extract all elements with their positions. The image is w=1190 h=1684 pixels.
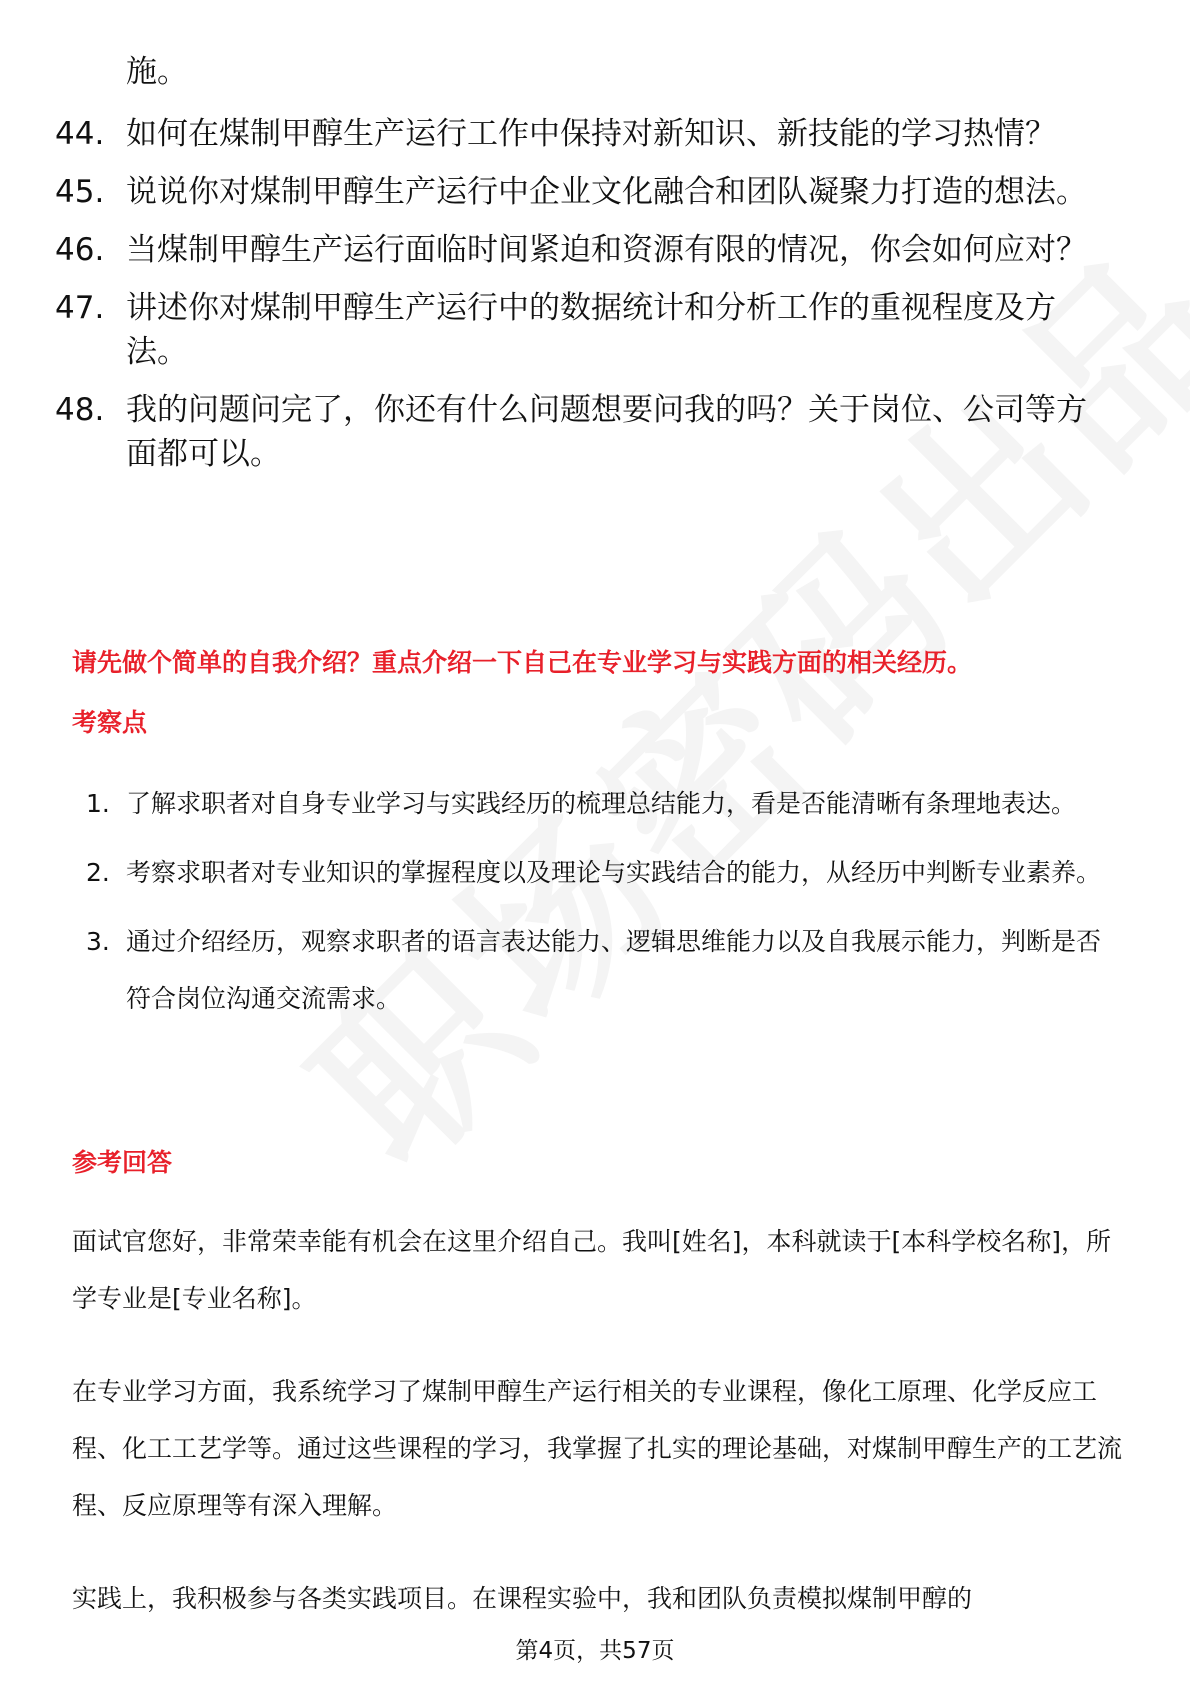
question-number: 46. bbox=[55, 232, 105, 268]
section-question-heading: 请先做个简单的自我介绍？重点介绍一下自己在专业学习与实践方面的相关经历。 bbox=[72, 648, 973, 677]
question-text: 我的问题问完了，你还有什么问题想要问我的吗？关于岗位、公司等方面都可以。 bbox=[126, 392, 1087, 472]
question-number: 44. bbox=[55, 116, 105, 152]
assessment-points-list bbox=[0, 775, 1190, 1039]
answer-paragraph: 在专业学习方面，我系统学习了煤制甲醇生产运行相关的专业课程，像化工原理、化学反应工程、化工工艺学等。通过这些课程的学习，我掌握了扎实的理论基础，对煤制甲醇生产的工艺流程、反应原理等有深入理解。 bbox=[72, 1377, 1123, 1520]
answer-paragraph: 面试官您好，非常荣幸能有机会在这里介绍自己。我叫[姓名]，本科就读于[本科学校名称]，所学专业是[专业名称]。 bbox=[72, 1227, 1112, 1313]
point-number: 1. bbox=[86, 789, 110, 818]
list-item bbox=[0, 388, 1190, 476]
list-item bbox=[0, 228, 1190, 272]
list-item bbox=[0, 112, 1190, 156]
point-number: 2. bbox=[86, 858, 110, 887]
list-item bbox=[0, 913, 1190, 1027]
list-item bbox=[0, 170, 1190, 214]
point-number: 3. bbox=[86, 927, 110, 956]
question-text: 当煤制甲醇生产运行面临时间紧迫和资源有限的情况，你会如何应对？ bbox=[126, 232, 1087, 268]
question-text: 说说你对煤制甲醇生产运行中企业文化融合和团队凝聚力打造的想法。 bbox=[126, 174, 1087, 210]
reference-answer bbox=[72, 1213, 1122, 1663]
list-item bbox=[0, 775, 1190, 832]
assessment-points-label: 考察点 bbox=[72, 708, 148, 737]
question-number: 48. bbox=[55, 392, 105, 428]
answer-paragraph: 实践上，我积极参与各类实践项目。在课程实验中，我和团队负责模拟煤制甲醇的 bbox=[72, 1584, 973, 1613]
page-footer: 第4页，共57页 bbox=[515, 1638, 675, 1664]
list-item bbox=[0, 844, 1190, 901]
point-text: 通过介绍经历，观察求职者的语言表达能力、逻辑思维能力以及自我展示能力，判断是否符合岗位沟通交流需求。 bbox=[126, 927, 1102, 1013]
continuation-text: 施。 bbox=[126, 54, 188, 90]
question-list bbox=[0, 112, 1190, 490]
question-number: 47. bbox=[55, 290, 105, 326]
question-text: 如何在煤制甲醇生产运行工作中保持对新知识、新技能的学习热情？ bbox=[126, 116, 1056, 152]
question-text: 讲述你对煤制甲醇生产运行中的数据统计和分析工作的重视程度及方法。 bbox=[126, 290, 1056, 370]
question-number: 45. bbox=[55, 174, 105, 210]
point-text: 考察求职者对专业知识的掌握程度以及理论与实践结合的能力，从经历中判断专业素养。 bbox=[126, 858, 1102, 887]
reference-answer-label: 参考回答 bbox=[72, 1148, 173, 1177]
point-text: 了解求职者对自身专业学习与实践经历的梳理总结能力，看是否能清晰有条理地表达。 bbox=[126, 789, 1077, 818]
list-item bbox=[0, 286, 1190, 374]
